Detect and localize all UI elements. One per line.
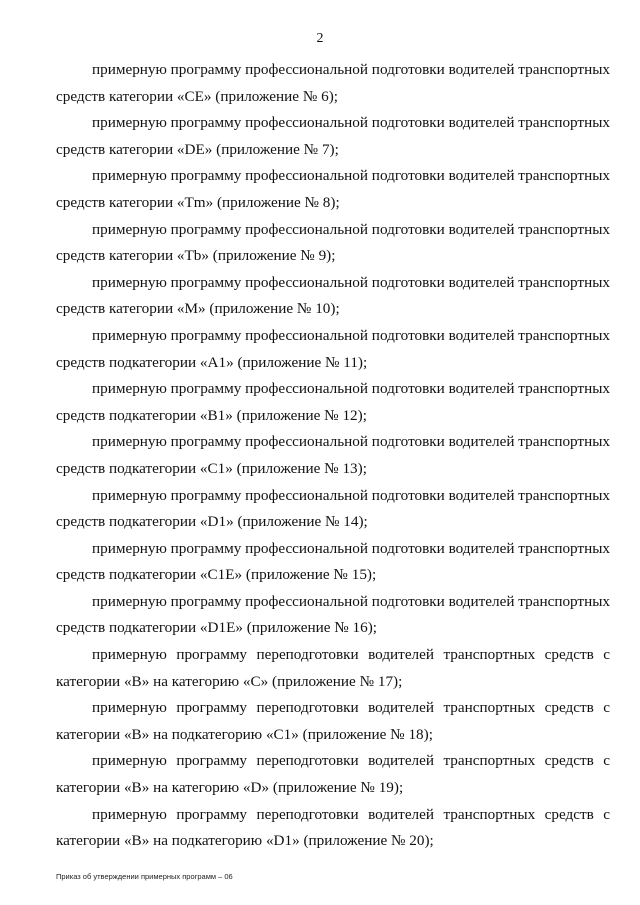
list-item: примерную программу профессиональной подготовки водителей транспортных средств категории «Tb» (приложение № 9); — [56, 220, 610, 265]
list-item: примерную программу профессиональной подготовки водителей транспортных средств категории «DE» (приложение № 7); — [56, 114, 610, 158]
list-item: примерную программу профессиональной подготовки водителей транспортных средств подкатегории «D1» (приложение № 14); — [56, 486, 610, 531]
list-item: примерную программу профессиональной подготовки водителей транспортных средств подкатегории «C1E» (приложение № 15); — [56, 539, 610, 584]
list-item: примерную программу профессиональной подготовки водителей транспортных средств подкатегории «D1E» (приложение № 16); — [56, 592, 610, 637]
list-item: примерную программу профессиональной подготовки водителей транспортных средств подкатегории «B1» (приложение № 12); — [56, 380, 610, 424]
page-footer: Приказ об утверждении примерных программ – 06 — [56, 872, 233, 881]
list-item: примерную программу переподготовки водителей транспортных средств с категории «B» на категорию «D» (приложение № 19); — [56, 752, 610, 797]
list-item: примерную программу профессиональной подготовки водителей транспортных средств категории «CE» (приложение № 6); — [56, 61, 610, 105]
page-number: 2 — [316, 31, 324, 46]
list-item: примерную программу профессиональной подготовки водителей транспортных средств категории «Tm» (приложение № 8); — [56, 167, 610, 211]
list-item: примерную программу переподготовки водителей транспортных средств с категории «B» на категорию «C» (приложение № 17); — [56, 646, 610, 690]
list-item: примерную программу профессиональной подготовки водителей транспортных средств подкатегории «C1» (приложение № 13); — [56, 433, 610, 477]
list-item: примерную программу переподготовки водителей транспортных средств с категории «B» на подкатегорию «C1» (приложение № 18); — [56, 699, 610, 743]
list-item: примерную программу профессиональной подготовки водителей транспортных средств категории «M» (приложение № 10); — [56, 273, 610, 318]
list-item: примерную программу переподготовки водителей транспортных средств с категории «B» на подкатегорию «D1» (приложение № 20); — [56, 805, 610, 850]
list-item: примерную программу профессиональной подготовки водителей транспортных средств подкатегории «A1» (приложение № 11); — [56, 326, 610, 371]
document-body — [56, 57, 610, 855]
